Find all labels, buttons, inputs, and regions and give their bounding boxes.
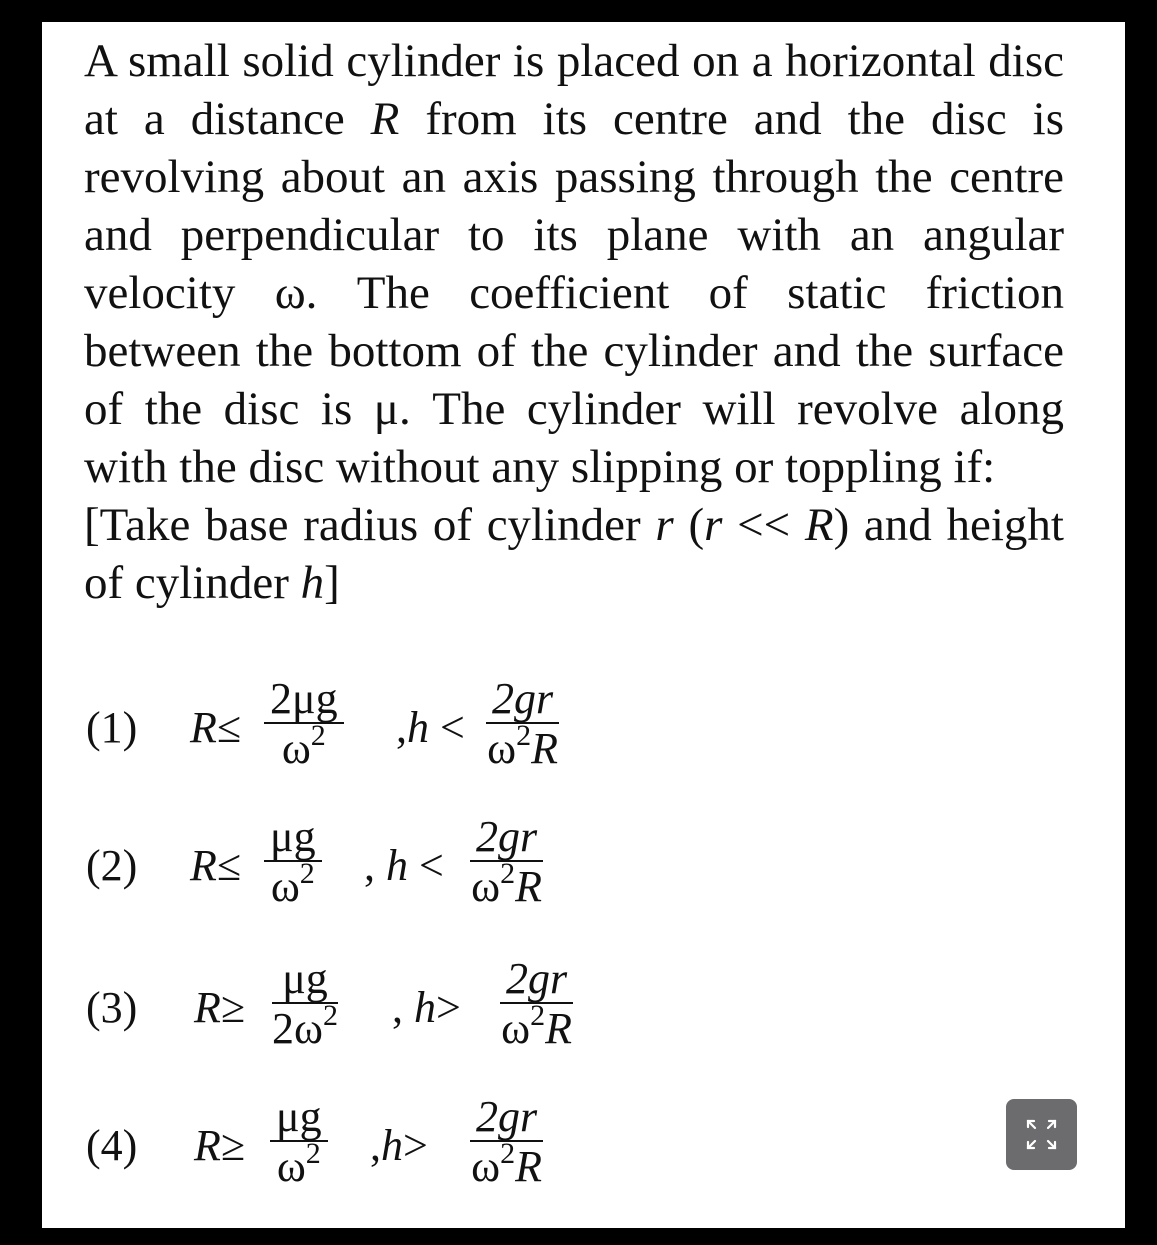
option-lhs <box>194 982 245 1033</box>
option-mid <box>392 982 461 1033</box>
numerator: μg <box>272 956 338 1004</box>
var-R: R <box>194 983 221 1032</box>
operator: ≤ <box>216 703 242 752</box>
operator: ≥ <box>220 1121 246 1170</box>
question-line-2: from its centre and the disc is revolving about an axis passing through the centre and perpendicular to its plane with an angular velocity ω. The coefficient of static friction between the bottom of the cylinder and the surface of the disc is μ. The cylinder will revolve along with the disc without any slipping or toppling if: <box>84 93 1064 493</box>
den2-var: R <box>515 1142 542 1191</box>
note-text-4: ) and height of cylinder <box>84 499 1064 609</box>
denominator <box>264 719 344 774</box>
den-exponent: 2 <box>310 719 326 752</box>
option-1[interactable] <box>86 674 786 792</box>
note-text-3: << <box>722 499 805 551</box>
fraction-2 <box>486 676 559 774</box>
den-exponent: 2 <box>322 999 338 1032</box>
den2-var: R <box>545 1004 572 1053</box>
denominator <box>270 1137 328 1192</box>
question-note <box>84 496 1064 612</box>
denominator-2 <box>500 999 573 1054</box>
fraction-2 <box>470 814 543 912</box>
numerator-2: 2gr <box>500 956 573 1004</box>
operator-2: > <box>403 1121 428 1170</box>
operator-2: > <box>436 983 461 1032</box>
option-number: (2) <box>86 841 138 890</box>
den-exponent: 2 <box>305 1137 321 1170</box>
note-text-5: ] <box>324 557 340 609</box>
question-panel <box>42 22 1125 1228</box>
option-mid <box>364 840 444 891</box>
expand-arrows-icon <box>1024 1117 1059 1152</box>
var-R: R <box>190 703 217 752</box>
option-lhs <box>190 702 241 753</box>
fraction-1 <box>264 814 322 912</box>
fraction-1 <box>272 956 338 1054</box>
option-number: (4) <box>86 1121 138 1170</box>
var-h: h <box>381 1121 403 1170</box>
var-h: h <box>386 841 408 890</box>
den2-base: ω <box>487 724 517 773</box>
expand-button[interactable] <box>1006 1099 1077 1170</box>
option-lhs <box>190 840 241 891</box>
den2-exponent: 2 <box>500 1137 516 1170</box>
den2-var: R <box>531 724 558 773</box>
comma: , <box>396 703 407 752</box>
option-3[interactable] <box>86 954 786 1072</box>
fraction-1 <box>270 1094 328 1192</box>
question-text <box>84 32 1064 612</box>
operator-2: < <box>440 703 465 752</box>
operator-2: < <box>419 841 444 890</box>
den-base: ω <box>276 1142 306 1191</box>
option-2[interactable] <box>86 812 786 930</box>
den2-base: ω <box>471 1142 501 1191</box>
var-R: R <box>194 1121 221 1170</box>
den2-exponent: 2 <box>516 719 532 752</box>
numerator-2: 2gr <box>486 676 559 724</box>
var-R: R <box>190 841 217 890</box>
note-var-h: h <box>300 557 325 609</box>
numerator-2: 2gr <box>470 1094 543 1142</box>
note-text-1: [Take base radius of cylinder <box>84 499 656 551</box>
note-var-r: r <box>655 499 674 551</box>
question-line-1: A small solid cylinder is placed on a horizontal disc at a distance <box>84 35 1064 145</box>
option-number: (3) <box>86 983 138 1032</box>
denominator <box>264 857 322 912</box>
option-4[interactable] <box>86 1092 786 1210</box>
numerator: 2μg <box>264 676 344 724</box>
den2-base: ω <box>501 1004 531 1053</box>
den-base: ω <box>270 862 300 911</box>
den-base: 2ω <box>272 1004 323 1053</box>
fraction-2 <box>500 956 573 1054</box>
option-number: (1) <box>86 703 138 752</box>
denominator-2 <box>470 857 543 912</box>
numerator: μg <box>264 814 322 862</box>
note-var-r2: r <box>704 499 723 551</box>
fraction-2 <box>470 1094 543 1192</box>
operator: ≥ <box>220 983 246 1032</box>
variable-R: R <box>370 93 400 145</box>
denominator <box>272 999 338 1054</box>
den2-base: ω <box>471 862 501 911</box>
comma: , <box>364 841 375 890</box>
question-body <box>84 32 1064 496</box>
operator: ≤ <box>216 841 242 890</box>
den2-var: R <box>515 862 542 911</box>
option-lhs <box>194 1120 245 1171</box>
den-exponent: 2 <box>299 857 315 890</box>
note-text-2: ( <box>673 499 705 551</box>
comma: , <box>370 1121 381 1170</box>
den2-exponent: 2 <box>530 999 546 1032</box>
note-var-R: R <box>804 499 834 551</box>
den2-exponent: 2 <box>500 857 516 890</box>
option-mid <box>396 702 465 753</box>
numerator-2: 2gr <box>470 814 543 862</box>
denominator-2 <box>470 1137 543 1192</box>
den-base: ω <box>281 724 311 773</box>
var-h: h <box>414 983 436 1032</box>
fraction-1 <box>264 676 344 774</box>
denominator-2 <box>486 719 559 774</box>
numerator: μg <box>270 1094 328 1142</box>
var-h: h <box>407 703 429 752</box>
option-mid <box>370 1120 428 1171</box>
comma: , <box>392 983 403 1032</box>
